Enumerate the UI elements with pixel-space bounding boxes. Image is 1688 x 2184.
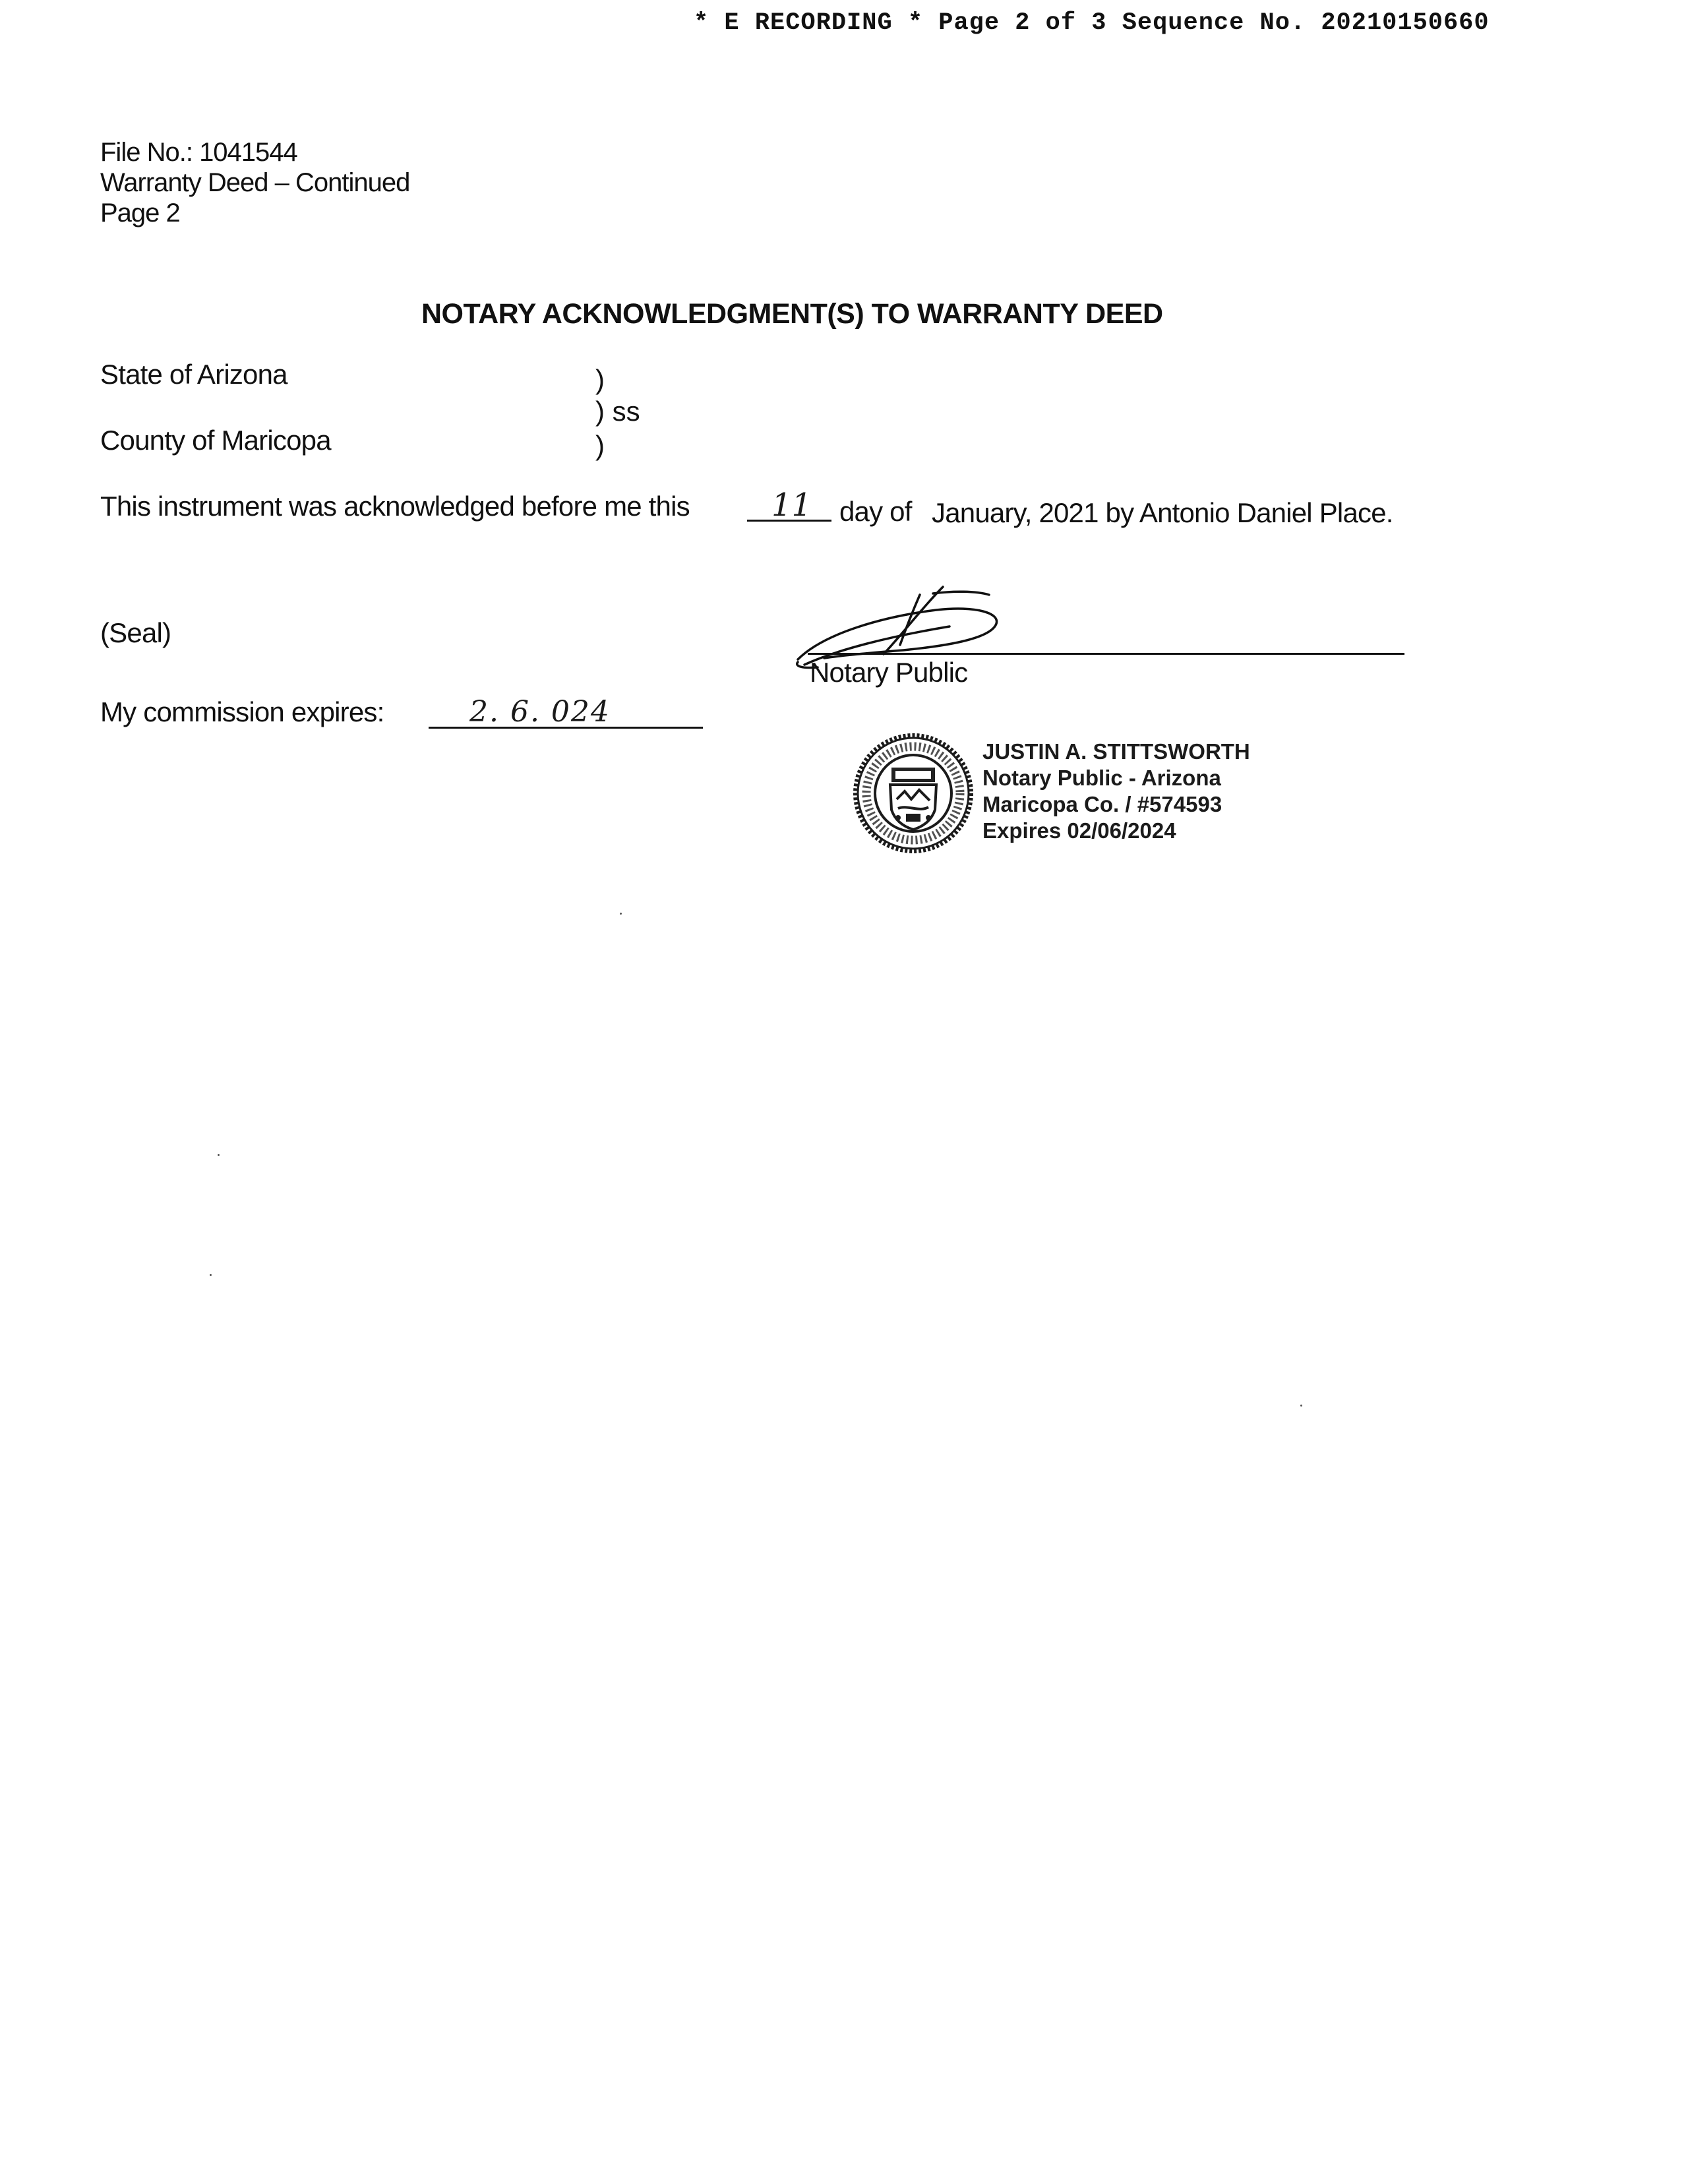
document-continued: Warranty Deed – Continued [100, 168, 410, 197]
notary-county-number: Maricopa Co. / #574593 [982, 792, 1222, 816]
document-title: NOTARY ACKNOWLEDGMENT(S) TO WARRANTY DEED [421, 298, 1163, 330]
commission-date-handwritten: 2. 6. 024 [469, 695, 611, 729]
scan-speck [620, 913, 622, 915]
venue-state: State of Arizona [100, 359, 287, 390]
acknowledgment-suffix: January, 2021 by Antonio Daniel Place. [932, 497, 1393, 528]
file-number-label: File No.: [100, 138, 193, 167]
scan-speck [210, 1274, 212, 1276]
arizona-state-seal-icon [851, 731, 976, 856]
file-number-line [100, 137, 409, 167]
recording-header: * E RECORDING * Page 2 of 3 Sequence No. 20210150660 [694, 9, 1490, 37]
file-number: 1041544 [199, 138, 297, 167]
file-info [100, 137, 409, 228]
venue-paren-bottom: ) [595, 430, 605, 461]
signature-line [808, 653, 1404, 655]
signature-caption: Notary Public [810, 657, 968, 688]
scan-speck [1300, 1405, 1302, 1407]
notary-title: Notary Public - Arizona [982, 766, 1221, 790]
venue-paren-ss: ) ss [595, 396, 640, 427]
seal-label: (Seal) [100, 617, 171, 648]
scan-speck [218, 1154, 220, 1156]
venue-county: County of Maricopa [100, 425, 331, 456]
venue-paren-top: ) [595, 364, 605, 395]
notary-stamp [982, 739, 1250, 844]
page-label: Page 2 [100, 198, 180, 228]
notary-expiration: Expires 02/06/2024 [982, 818, 1176, 843]
acknowledgment-prefix: This instrument was acknowledged before me this [100, 491, 690, 522]
commission-label: My commission expires: [100, 696, 384, 727]
day-handwritten: 11 [771, 487, 812, 524]
notary-name: JUSTIN A. STITTSWORTH [982, 739, 1250, 764]
acknowledgment-middle: day of [839, 496, 912, 527]
